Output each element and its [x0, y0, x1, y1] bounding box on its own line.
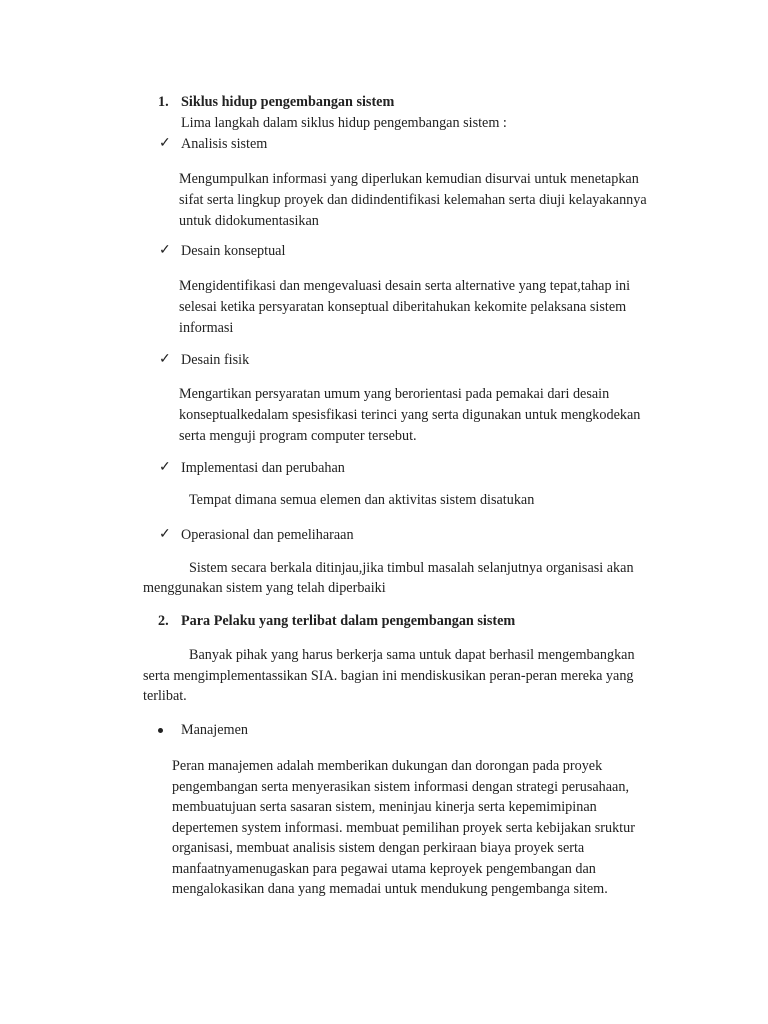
list-item-description-line: menggunakan sistem yang telah diperbaiki [143, 580, 386, 596]
section-2-intro-line: terlibat. [143, 688, 187, 704]
text-line: membuatujuan serta sasaran sistem, meninjau kinerja serta kepemimipinan [172, 799, 597, 815]
checkmark-icon: ✓ [159, 527, 171, 542]
section-2-intro-line: serta mengimplementassikan SIA. bagian ini mendiskusikan peran-peran mereka yang [143, 668, 634, 684]
list-item-label: Desain fisik [181, 352, 250, 368]
list-item-description [179, 276, 630, 339]
text-line: informasi [179, 320, 234, 336]
bullet-item-description [172, 756, 635, 900]
text-line: sifat serta lingkup proyek dan didindentifikasi kelemahan serta diuji kelayakannya [179, 192, 647, 208]
section-1-intro: Lima langkah dalam siklus hidup pengembangan sistem : [181, 115, 507, 131]
section-2-intro-line: Banyak pihak yang harus berkerja sama untuk dapat berhasil mengembangkan [189, 647, 635, 663]
text-line: serta menguji program computer tersebut. [179, 428, 417, 444]
section-2-number: 2. [158, 613, 169, 629]
text-line: konseptualkedalam spesisfikasi terinci yang serta digunakan untuk mengkodekan [179, 407, 641, 423]
section-1-title: Siklus hidup pengembangan sistem [181, 94, 395, 110]
text-line: selesai ketika persyaratan konseptual diberitahukan kekomite pelaksana sistem [179, 299, 627, 315]
text-line: Mengartikan persyaratan umum yang berorientasi pada pemakai dari desain [179, 386, 610, 402]
checkmark-icon: ✓ [159, 460, 171, 475]
checkmark-icon: ✓ [159, 136, 171, 151]
text-line: Mengumpulkan informasi yang diperlukan kemudian disurvai untuk menetapkan [179, 171, 639, 187]
list-item-description: Tempat dimana semua elemen dan aktivitas sistem disatukan [189, 492, 535, 508]
text-line: Peran manajemen adalah memberikan dukungan dan dorongan pada proyek [172, 758, 603, 774]
text-line: pengembangan serta menyerasikan sistem informasi dengan strategi perusahaan, [172, 778, 629, 795]
text-line: manfaatnyamenugaskan para pegawai utama keproyek pengembangan dan [172, 860, 596, 877]
list-item-description [179, 384, 640, 447]
list-item-label: Operasional dan pemeliharaan [181, 527, 354, 543]
text-line: Mengidentifikasi dan mengevaluasi desain serta alternative yang tepat,tahap ini [179, 278, 631, 294]
bullet-item-label: Manajemen [181, 722, 248, 738]
text-line: organisasi, membuat analisis sistem dengan perkiraan biaya proyek serta [172, 840, 585, 856]
list-item-label: Desain konseptual [181, 243, 286, 259]
checkmark-icon: ✓ [159, 243, 171, 258]
text-line: depertemen system informasi. membuat pemilihan proyek serta kebijakan sruktur [172, 819, 635, 836]
bullet-icon [158, 728, 163, 733]
text-line: untuk didokumentasikan [179, 213, 319, 229]
list-item-label: Analisis sistem [181, 136, 268, 152]
section-2-title: Para Pelaku yang terlibat dalam pengembangan sistem [181, 613, 516, 629]
list-item-label: Implementasi dan perubahan [181, 460, 345, 476]
list-item-description [179, 169, 647, 232]
section-1-number: 1. [158, 94, 169, 110]
checkmark-icon: ✓ [159, 352, 171, 367]
list-item-description-line: Sistem secara berkala ditinjau,jika timbul masalah selanjutnya organisasi akan [189, 560, 634, 576]
text-line: mengalokasikan dana yang memadai untuk mendukung pengembanga sitem. [172, 881, 608, 897]
